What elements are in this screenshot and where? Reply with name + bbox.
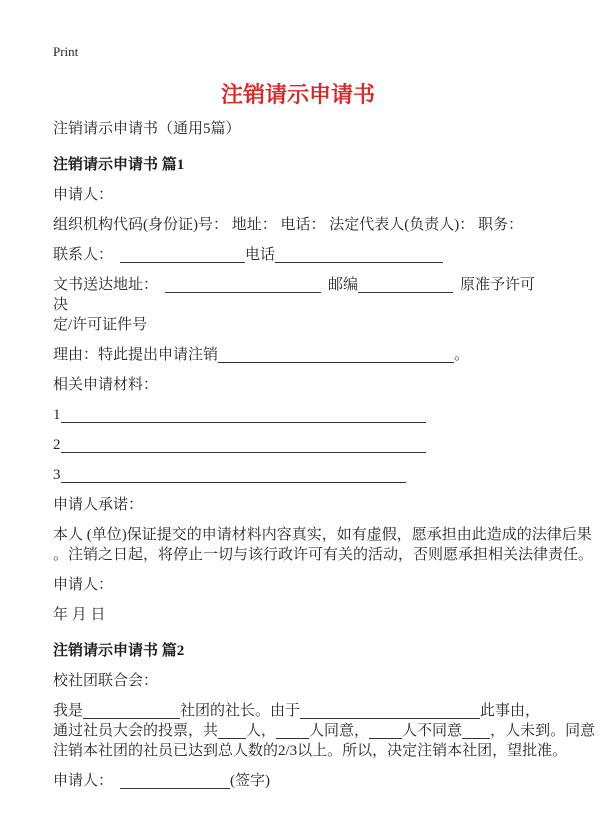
body-text: 社团的社长。由于 (180, 703, 301, 719)
page-title: 注销请示申请书 (220, 82, 375, 107)
blank-line (120, 245, 245, 263)
blank-line (218, 345, 454, 363)
blank-line (83, 701, 180, 719)
body-line-2 (53, 721, 596, 741)
date-line: 年 月 日 (53, 607, 106, 623)
blank-line (369, 721, 402, 739)
promise-line-2: 。注销之日起，将停止一切与该行政许可有关的活动，否则愿承担相关法律责任。 (53, 547, 594, 563)
blank-line (61, 435, 426, 453)
blank-line (358, 275, 453, 293)
postcode-label: 邮编 (328, 277, 359, 293)
period-mark: 。 (454, 347, 470, 363)
blank-line (61, 405, 426, 423)
delivery-label: 文书送达地址： (53, 277, 159, 293)
body-text: 人不同意 (402, 723, 463, 739)
body-text: 人， (246, 723, 277, 739)
material-item-3 (53, 465, 543, 485)
applicant-line-2: 申请人： (53, 577, 114, 593)
reason-label: 理由：特此提出申请注销 (53, 347, 219, 363)
body-text: 此事由， (480, 703, 541, 719)
section2-body (53, 701, 596, 761)
contact-line (53, 245, 543, 265)
page-subtitle: 注销请示申请书（通用5篇） (53, 121, 241, 137)
item-number: 3 (53, 467, 61, 483)
blank-line (300, 701, 480, 719)
permit-text: 原准予许可决 (53, 277, 536, 313)
contact-label: 联系人： (53, 247, 114, 263)
blank-line (462, 721, 490, 739)
body-text: ，人未到。同意 (490, 723, 596, 739)
item-number: 1 (53, 407, 61, 423)
body-line-3: 注销本社团的社员已达到总人数的2/3以上。所以，决定注销本社团，望批准。 (53, 743, 568, 759)
org-info-line: 组织机构代码(身份证)号： 地址： 电话： 法定代表人(负责人)： 职务： (53, 217, 523, 233)
item-number: 2 (53, 437, 61, 453)
blank-line (120, 771, 230, 789)
section1-heading: 注销请示申请书 篇1 (53, 157, 185, 173)
blank-line (165, 275, 321, 293)
body-text: 通过社员大会的投票，共 (53, 723, 219, 739)
applicant-line: 申请人： (53, 187, 114, 203)
section2-heading: 注销请示申请书 篇2 (53, 643, 185, 659)
promise-paragraph (53, 525, 594, 565)
body-line-1 (53, 701, 543, 721)
blank-line (275, 245, 443, 263)
delivery-line (53, 275, 543, 335)
materials-line: 相关申请材料： (53, 377, 159, 393)
reason-line (53, 345, 543, 365)
signature-line (53, 771, 543, 791)
signature-suffix: (签字) (230, 773, 271, 789)
body-text: 我是 (53, 703, 84, 719)
blank-line (61, 465, 406, 483)
blank-line (276, 721, 309, 739)
body-text: 人同意， (309, 723, 370, 739)
salutation-line: 校社团联合会： (53, 673, 159, 689)
phone-label: 电话 (245, 247, 276, 263)
material-item-2 (53, 435, 543, 455)
permit-wrap-line: 定/许可证件号 (53, 317, 148, 333)
signature-label: 申请人： (53, 773, 114, 789)
promise-heading-line: 申请人承诺： (53, 497, 144, 513)
promise-line-1: 本人 (单位)保证提交的申请材料内容真实，如有虚假，愿承担由此造成的法律后果 (53, 527, 592, 543)
blank-line (218, 721, 246, 739)
print-button[interactable]: Print (53, 44, 79, 59)
material-item-1 (53, 405, 543, 425)
